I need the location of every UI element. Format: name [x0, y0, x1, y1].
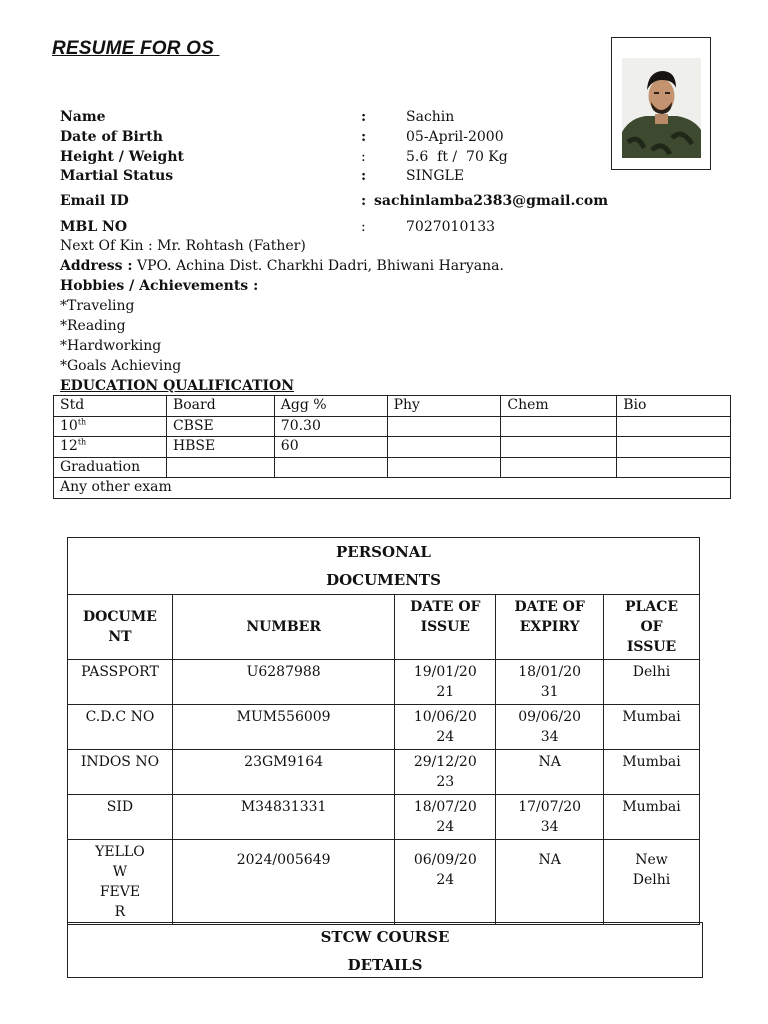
table-row [68, 705, 700, 750]
colon: : [361, 129, 367, 145]
place-cell [604, 840, 700, 925]
expiry-date-cell [496, 750, 604, 795]
cell-line: NA [538, 852, 561, 868]
agg-cell: 70.30 [274, 416, 387, 437]
table-row [68, 660, 700, 705]
caption-line: PERSONAL [336, 543, 431, 561]
address-line [60, 257, 504, 275]
std-cell: Graduation [54, 457, 167, 478]
cell-line: 34 [540, 819, 559, 835]
header-cell: Chem [501, 396, 617, 417]
phy-cell [387, 437, 501, 458]
header-line: ISSUE [420, 619, 470, 635]
mobile-field [60, 218, 620, 236]
email-label: Email ID [60, 193, 129, 209]
address-value: VPO. Achina Dist. Charkhi Dadri, Bhiwani Haryana. [132, 258, 504, 274]
header-line: NUMBER [246, 619, 321, 635]
colon: : [361, 168, 367, 184]
dob-label: Date of Birth [60, 129, 163, 145]
place-cell [604, 750, 700, 795]
cell-line: Mumbai [622, 709, 681, 725]
agg-cell: 60 [274, 437, 387, 458]
height-weight-value: 5.6 ft / 70 Kg [406, 149, 508, 165]
document-cell [68, 795, 173, 840]
cell-line: Mumbai [622, 799, 681, 815]
cell-line: NA [538, 754, 561, 770]
header-line: DOCUME [83, 609, 157, 625]
board-cell [166, 457, 274, 478]
caption-line: DOCUMENTS [326, 571, 441, 589]
board-cell: HBSE [166, 437, 274, 458]
stcw-section [67, 922, 703, 978]
cell-line: SID [106, 799, 134, 815]
place-cell [604, 660, 700, 705]
name-field [60, 108, 620, 126]
hobby-item: *Goals Achieving [60, 358, 182, 374]
issue-date-cell [395, 795, 496, 840]
bio-cell [617, 437, 731, 458]
header-cell: Bio [617, 396, 731, 417]
bio-cell [617, 457, 731, 478]
height-weight-label: Height / Weight [60, 149, 184, 165]
marital-status-value: SINGLE [406, 168, 465, 184]
expiry-date-cell [496, 840, 604, 925]
cell-line: 23 [436, 774, 455, 790]
education-heading: EDUCATION QUALIFICATION [60, 378, 295, 394]
header-line: DATE OF [514, 599, 585, 615]
dob-value: 05-April-2000 [406, 129, 504, 145]
documents-body [68, 660, 700, 925]
documents-table [67, 537, 700, 925]
cell-line: 34 [540, 729, 559, 745]
board-cell: CBSE [166, 416, 274, 437]
header-cell [172, 595, 394, 660]
header-line: DATE OF [410, 599, 481, 615]
next-of-kin: Next Of Kin : Mr. Rohtash (Father) [60, 238, 306, 254]
issue-date-cell [395, 660, 496, 705]
stcw-title-line: DETAILS [347, 956, 423, 974]
header-cell [68, 595, 173, 660]
cell-line: 10/06/20 [413, 709, 477, 725]
mobile-value: 7027010133 [406, 219, 496, 235]
cell-line: Delhi [632, 872, 671, 888]
document-cell [68, 705, 173, 750]
cell-line: 09/06/20 [518, 709, 582, 725]
table-row [68, 840, 700, 925]
table-row [68, 795, 700, 840]
expiry-date-cell [496, 795, 604, 840]
number-cell: U6287988 [172, 660, 394, 705]
hobby-item: *Traveling [60, 298, 135, 314]
cell-line: C.D.C NO [85, 709, 155, 725]
documents-caption [68, 538, 700, 595]
header-cell: Std [54, 396, 167, 417]
cell-line: 29/12/20 [413, 754, 477, 770]
dob-field [60, 128, 620, 146]
cell-line: 18/07/20 [413, 799, 477, 815]
name-value: Sachin [406, 109, 455, 125]
document-cell [68, 660, 173, 705]
cell-line: INDOS NO [80, 754, 160, 770]
marital-status-field [60, 167, 620, 185]
address-label: Address : [60, 258, 133, 274]
document-cell [68, 750, 173, 795]
phy-cell [387, 457, 501, 478]
table-row [54, 437, 731, 458]
table-row [54, 478, 731, 499]
header-cell [395, 595, 496, 660]
header-line: OF [640, 619, 663, 635]
colon: : [361, 219, 366, 235]
header-cell: Board [166, 396, 274, 417]
phy-cell [387, 416, 501, 437]
cell-line: YELLO [95, 844, 145, 860]
cell-line: 21 [436, 684, 455, 700]
cell-line: 06/09/20 [413, 852, 477, 868]
place-cell [604, 705, 700, 750]
cell-line: 31 [540, 684, 559, 700]
cell-line: 24 [436, 819, 455, 835]
number-cell: MUM556009 [172, 705, 394, 750]
place-cell [604, 795, 700, 840]
issue-date-cell [395, 750, 496, 795]
table-header-row [54, 396, 731, 417]
cell-line: FEVE [99, 884, 141, 900]
cell-line: W [112, 864, 128, 880]
chem-cell [501, 437, 617, 458]
issue-date-cell [395, 705, 496, 750]
documents-caption-row [68, 538, 700, 595]
chem-cell [501, 416, 617, 437]
mobile-label: MBL NO [60, 219, 128, 235]
table-row [54, 416, 731, 437]
issue-date-cell [395, 840, 496, 925]
hobbies-label: Hobbies / Achievements : [60, 278, 259, 294]
name-label: Name [60, 109, 106, 125]
hobby-item: *Hardworking [60, 338, 162, 354]
number-cell: 2024/005649 [172, 840, 394, 925]
agg-cell [274, 457, 387, 478]
email-field [60, 192, 620, 210]
cell-line: 24 [436, 729, 455, 745]
number-cell: M34831331 [172, 795, 394, 840]
table-row [54, 457, 731, 478]
cell-line: R [114, 904, 126, 920]
header-cell: Agg % [274, 396, 387, 417]
colon: : [361, 149, 366, 165]
table-header-row [68, 595, 700, 660]
resume-title: RESUME FOR OS [52, 38, 220, 59]
hobby-item: *Reading [60, 318, 126, 334]
cell-line: Mumbai [622, 754, 681, 770]
email-value[interactable]: sachinlamba2383@gmail.com [374, 193, 609, 209]
std-cell: 10th [54, 416, 167, 437]
marital-status-label: Martial Status [60, 168, 174, 184]
chem-cell [501, 457, 617, 478]
colon: : [361, 109, 367, 125]
header-cell: Phy [387, 396, 501, 417]
education-table [53, 395, 731, 499]
header-line: EXPIRY [519, 619, 580, 635]
photo-frame [611, 37, 711, 170]
stcw-title-line: STCW COURSE [320, 928, 450, 946]
document-cell [68, 840, 173, 925]
std-cell: 12th [54, 437, 167, 458]
cell-line: 18/01/20 [518, 664, 582, 680]
header-cell [496, 595, 604, 660]
expiry-date-cell [496, 660, 604, 705]
header-line: PLACE [625, 599, 679, 615]
other-exam-cell: Any other exam [54, 478, 731, 499]
profile-photo [622, 58, 701, 158]
cell-line: 17/07/20 [518, 799, 582, 815]
colon: : [361, 193, 367, 209]
cell-line: New [635, 852, 668, 868]
header-line: NT [108, 629, 132, 645]
cell-line: PASSPORT [81, 664, 159, 680]
table-row [68, 750, 700, 795]
cell-line: 24 [436, 872, 455, 888]
header-cell [604, 595, 700, 660]
number-cell: 23GM9164 [172, 750, 394, 795]
cell-line: 19/01/20 [413, 664, 477, 680]
height-weight-field [60, 148, 620, 166]
bio-cell [617, 416, 731, 437]
cell-line: Delhi [632, 664, 671, 680]
header-line: ISSUE [626, 639, 677, 655]
expiry-date-cell [496, 705, 604, 750]
